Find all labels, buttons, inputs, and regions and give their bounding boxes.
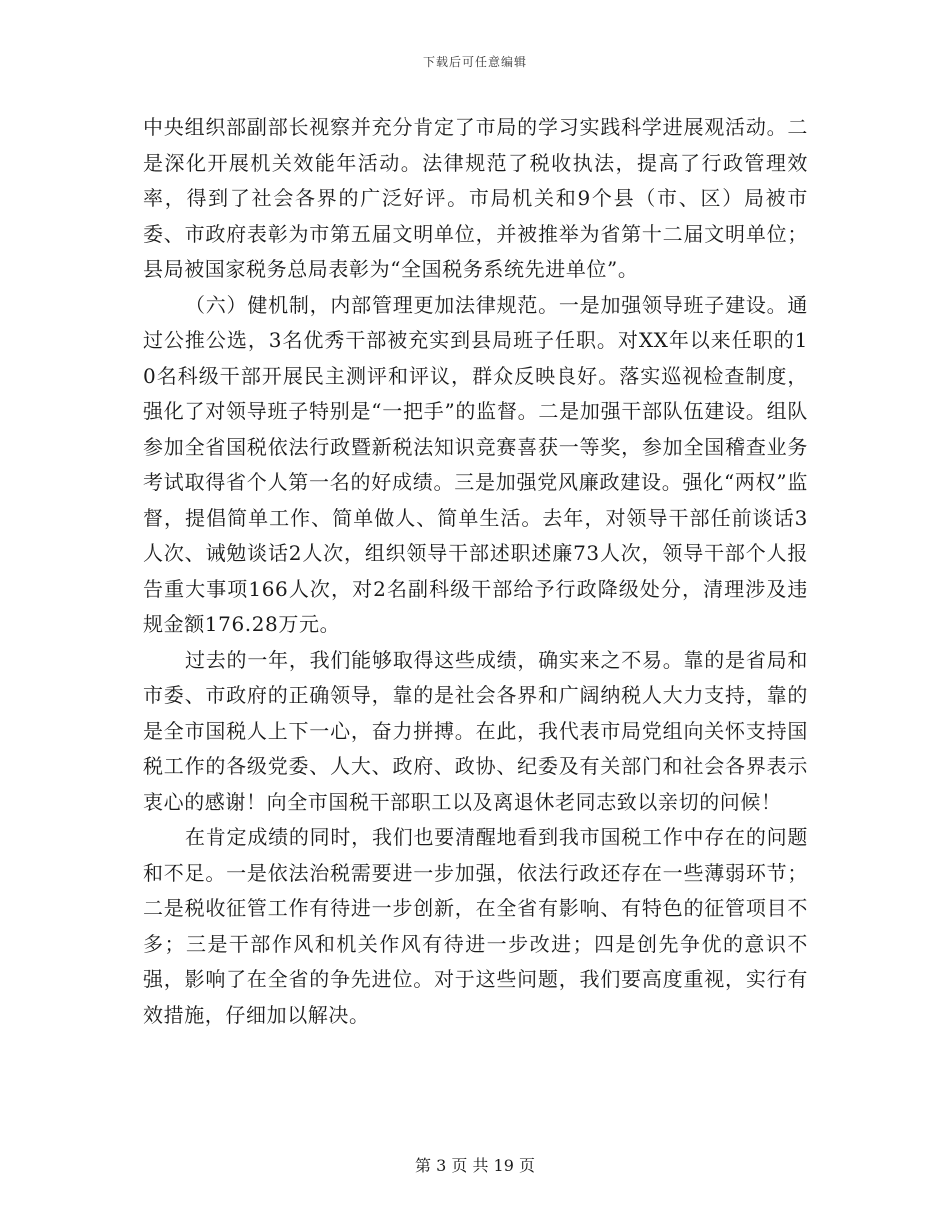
paragraph-3: 过去的一年，我们能够取得这些成绩，确实来之不易。靠的是省局和市委、市政府的正确领导，靠的是社会各界和广阔纳税人大力支持，靠的是全市国税人上下一心，奋力拼搏。在此，我代表市局党组向关怀支持国税工作的各级党委、人大、政府、政协、纪委及有关部门和社会各界表示衷心的感谢！向全市国税干部职工以及离退休老同志致以亲切的问候！: [143, 647, 808, 814]
page-header: 下载后可任意编辑: [422, 55, 527, 69]
paragraph-1: 中央组织部副部长视察并充分肯定了市局的学习实践科学进展观活动。二是深化开展机关效能年活动。法律规范了税收执法，提高了行政管理效率，得到了社会各界的广泛好评。市局机关和9个县（市、区）局被市委、市政府表彰为市第五届文明单位，并被推举为省第十二届文明单位；县局被国家税务总局表彰为“全国税务系统先进单位”。: [143, 115, 808, 281]
paragraph-4: 在肯定成绩的同时，我们也要清醒地看到我市国税工作中存在的问题和不足。一是依法治税需要进一步加强，依法行政还存在一些薄弱环节；二是税收征管工作有待进一步创新，在全省有影响、有特色的征管项目不多；三是干部作风和机关作风有待进一步改进；四是创先争优的意识不强，影响了在全省的争先进位。对于这些问题，我们要高度重视，实行有效措施，仔细加以解决。: [143, 825, 808, 1027]
page-number-footer: 第 3 页 共 19 页: [415, 1156, 535, 1175]
paragraph-2: （六）健机制，内部管理更加法律规范。一是加强领导班子建设。通过公推公选，3名优秀干部被充实到县局班子任职。对XX年以来任职的10名科级干部开展民主测评和评议，群众反映良好。落实巡视检查制度，强化了对领导班子特别是“一把手”的监督。二是加强干部队伍建设。组队参加全省国税依法行政暨新税法知识竞赛喜获一等奖，参加全国稽查业务考试取得省个人第一名的好成绩。三是加强党风廉政建设。强化“两权”监督，提倡简单工作、简单做人、简单生活。去年，对领导干部任前谈话3人次、诫勉谈话2人次，组织领导干部述职述廉73人次，领导干部个人报告重大事项166人次，对2名副科级干部给予行政降级处分，清理涉及违规金额176.28万元。: [143, 292, 808, 636]
document-body: [143, 110, 808, 1033]
